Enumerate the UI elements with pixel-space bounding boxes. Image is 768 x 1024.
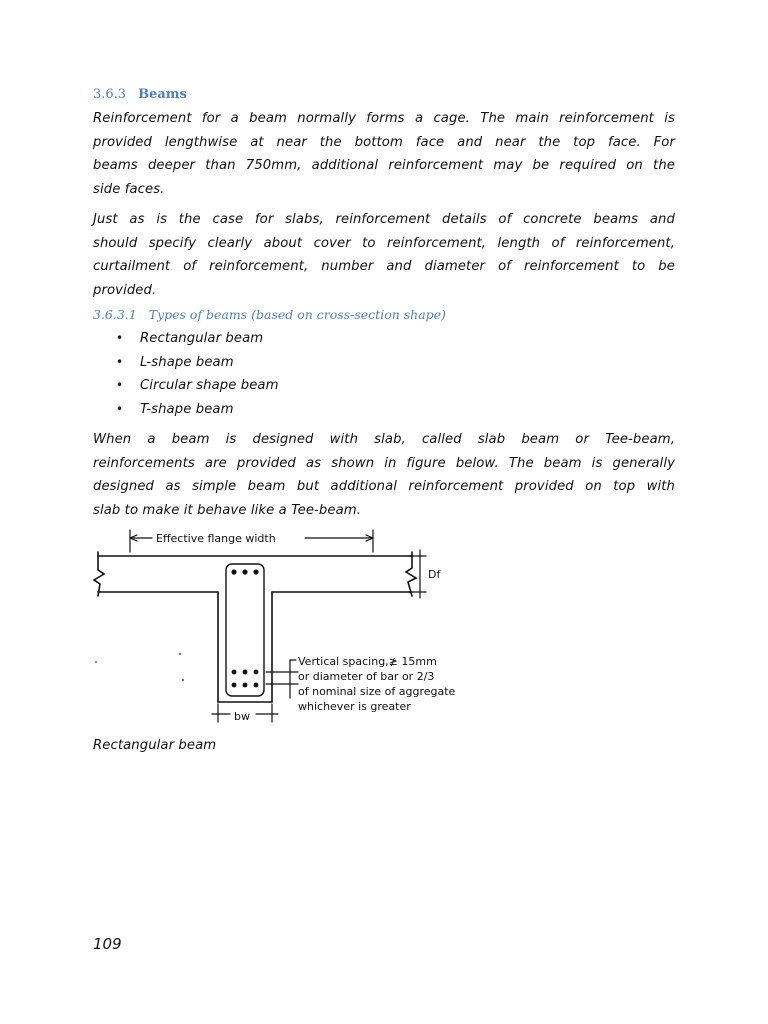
paragraph-beam-reinforcement xyxy=(93,107,675,201)
list-item xyxy=(93,351,279,375)
right-break-line xyxy=(406,552,416,596)
bullet-icon: • xyxy=(116,378,124,392)
figure-caption: Rectangular beam xyxy=(93,738,217,753)
tee-beam-figure xyxy=(90,522,470,730)
figure-note-line: or diameter of bar or 2/3 xyxy=(298,670,435,683)
paragraph-reinforcement-details xyxy=(93,208,675,302)
figure-note-line: whichever is greater xyxy=(298,700,411,713)
section-number: 3.6.3 xyxy=(93,87,127,102)
paragraph-line: reinforcements are provided as shown in figure below. The beam is generally xyxy=(93,455,675,471)
bullet-icon: • xyxy=(116,354,124,369)
paragraph-line: provided. xyxy=(93,282,157,298)
paragraph-line: side faces. xyxy=(93,181,165,197)
paragraph-line: designed as simple beam but additional reinforcement provided on top with xyxy=(93,479,675,494)
paragraph-line: slab to make it behave like a Tee-beam. xyxy=(93,502,361,518)
list-item xyxy=(93,327,279,351)
top-bar xyxy=(253,569,258,574)
flange-width-label: Effective flange width xyxy=(156,532,276,545)
list-item-text: T-shape beam xyxy=(140,401,234,417)
paragraph-tee-beam xyxy=(93,428,675,522)
section-heading xyxy=(93,87,187,102)
top-bar xyxy=(231,569,236,574)
bottom-bar xyxy=(243,670,248,675)
scan-speck xyxy=(182,679,184,681)
figure-note-line: of nominal size of aggregate xyxy=(298,685,456,698)
page-number: 109 xyxy=(93,935,122,953)
paragraph-line: Just as is the case for slabs, reinforcement details of concrete beams and xyxy=(93,212,675,227)
scan-speck xyxy=(179,653,181,655)
section-title: Beams xyxy=(138,87,187,102)
paragraph-line: provided lengthwise at near the bottom face and near the top face. For xyxy=(93,134,675,150)
bottom-bar xyxy=(232,670,237,675)
bottom-bar xyxy=(232,683,237,688)
list-item-text: Circular shape beam xyxy=(140,378,279,393)
reinforcement-bars xyxy=(95,569,258,687)
list-item xyxy=(93,398,279,422)
tee-beam-drawing xyxy=(90,522,470,730)
bullet-icon: • xyxy=(116,401,124,416)
left-break-line xyxy=(94,552,104,596)
stirrup xyxy=(226,564,264,696)
paragraph-line: When a beam is designed with slab, called slab beam or Tee-beam, xyxy=(93,432,675,447)
subsection-title: Types of beams (based on cross-section shape) xyxy=(148,307,446,322)
web-width-label: bw xyxy=(234,710,250,723)
paragraph-line: Reinforcement for a beam normally forms a cage. The main reinforcement is xyxy=(93,111,675,126)
list-item-text: Rectangular beam xyxy=(140,331,264,346)
bottom-bar xyxy=(243,683,248,688)
scan-speck xyxy=(95,661,97,663)
beam-types-list xyxy=(93,327,279,421)
bullet-icon: • xyxy=(116,331,124,345)
paragraph-line: curtailment of reinforcement, number and diameter of reinforcement to be xyxy=(93,259,675,274)
list-item xyxy=(93,374,279,398)
list-item-text: L-shape beam xyxy=(140,354,234,370)
paragraph-line: beams deeper than 750mm, additional reinforcement may be required on the xyxy=(93,158,675,173)
bottom-bar xyxy=(254,683,259,688)
subsection-heading xyxy=(93,307,446,322)
top-bar xyxy=(242,569,247,574)
flange-depth-label: Df xyxy=(428,568,441,581)
subsection-number: 3.6.3.1 xyxy=(93,307,137,322)
paragraph-line: should specify clearly about cover to reinforcement, length of reinforcement, xyxy=(93,235,675,251)
figure-note-line: Vertical spacing,≱ 15mm xyxy=(298,655,437,668)
bottom-bar xyxy=(254,670,259,675)
